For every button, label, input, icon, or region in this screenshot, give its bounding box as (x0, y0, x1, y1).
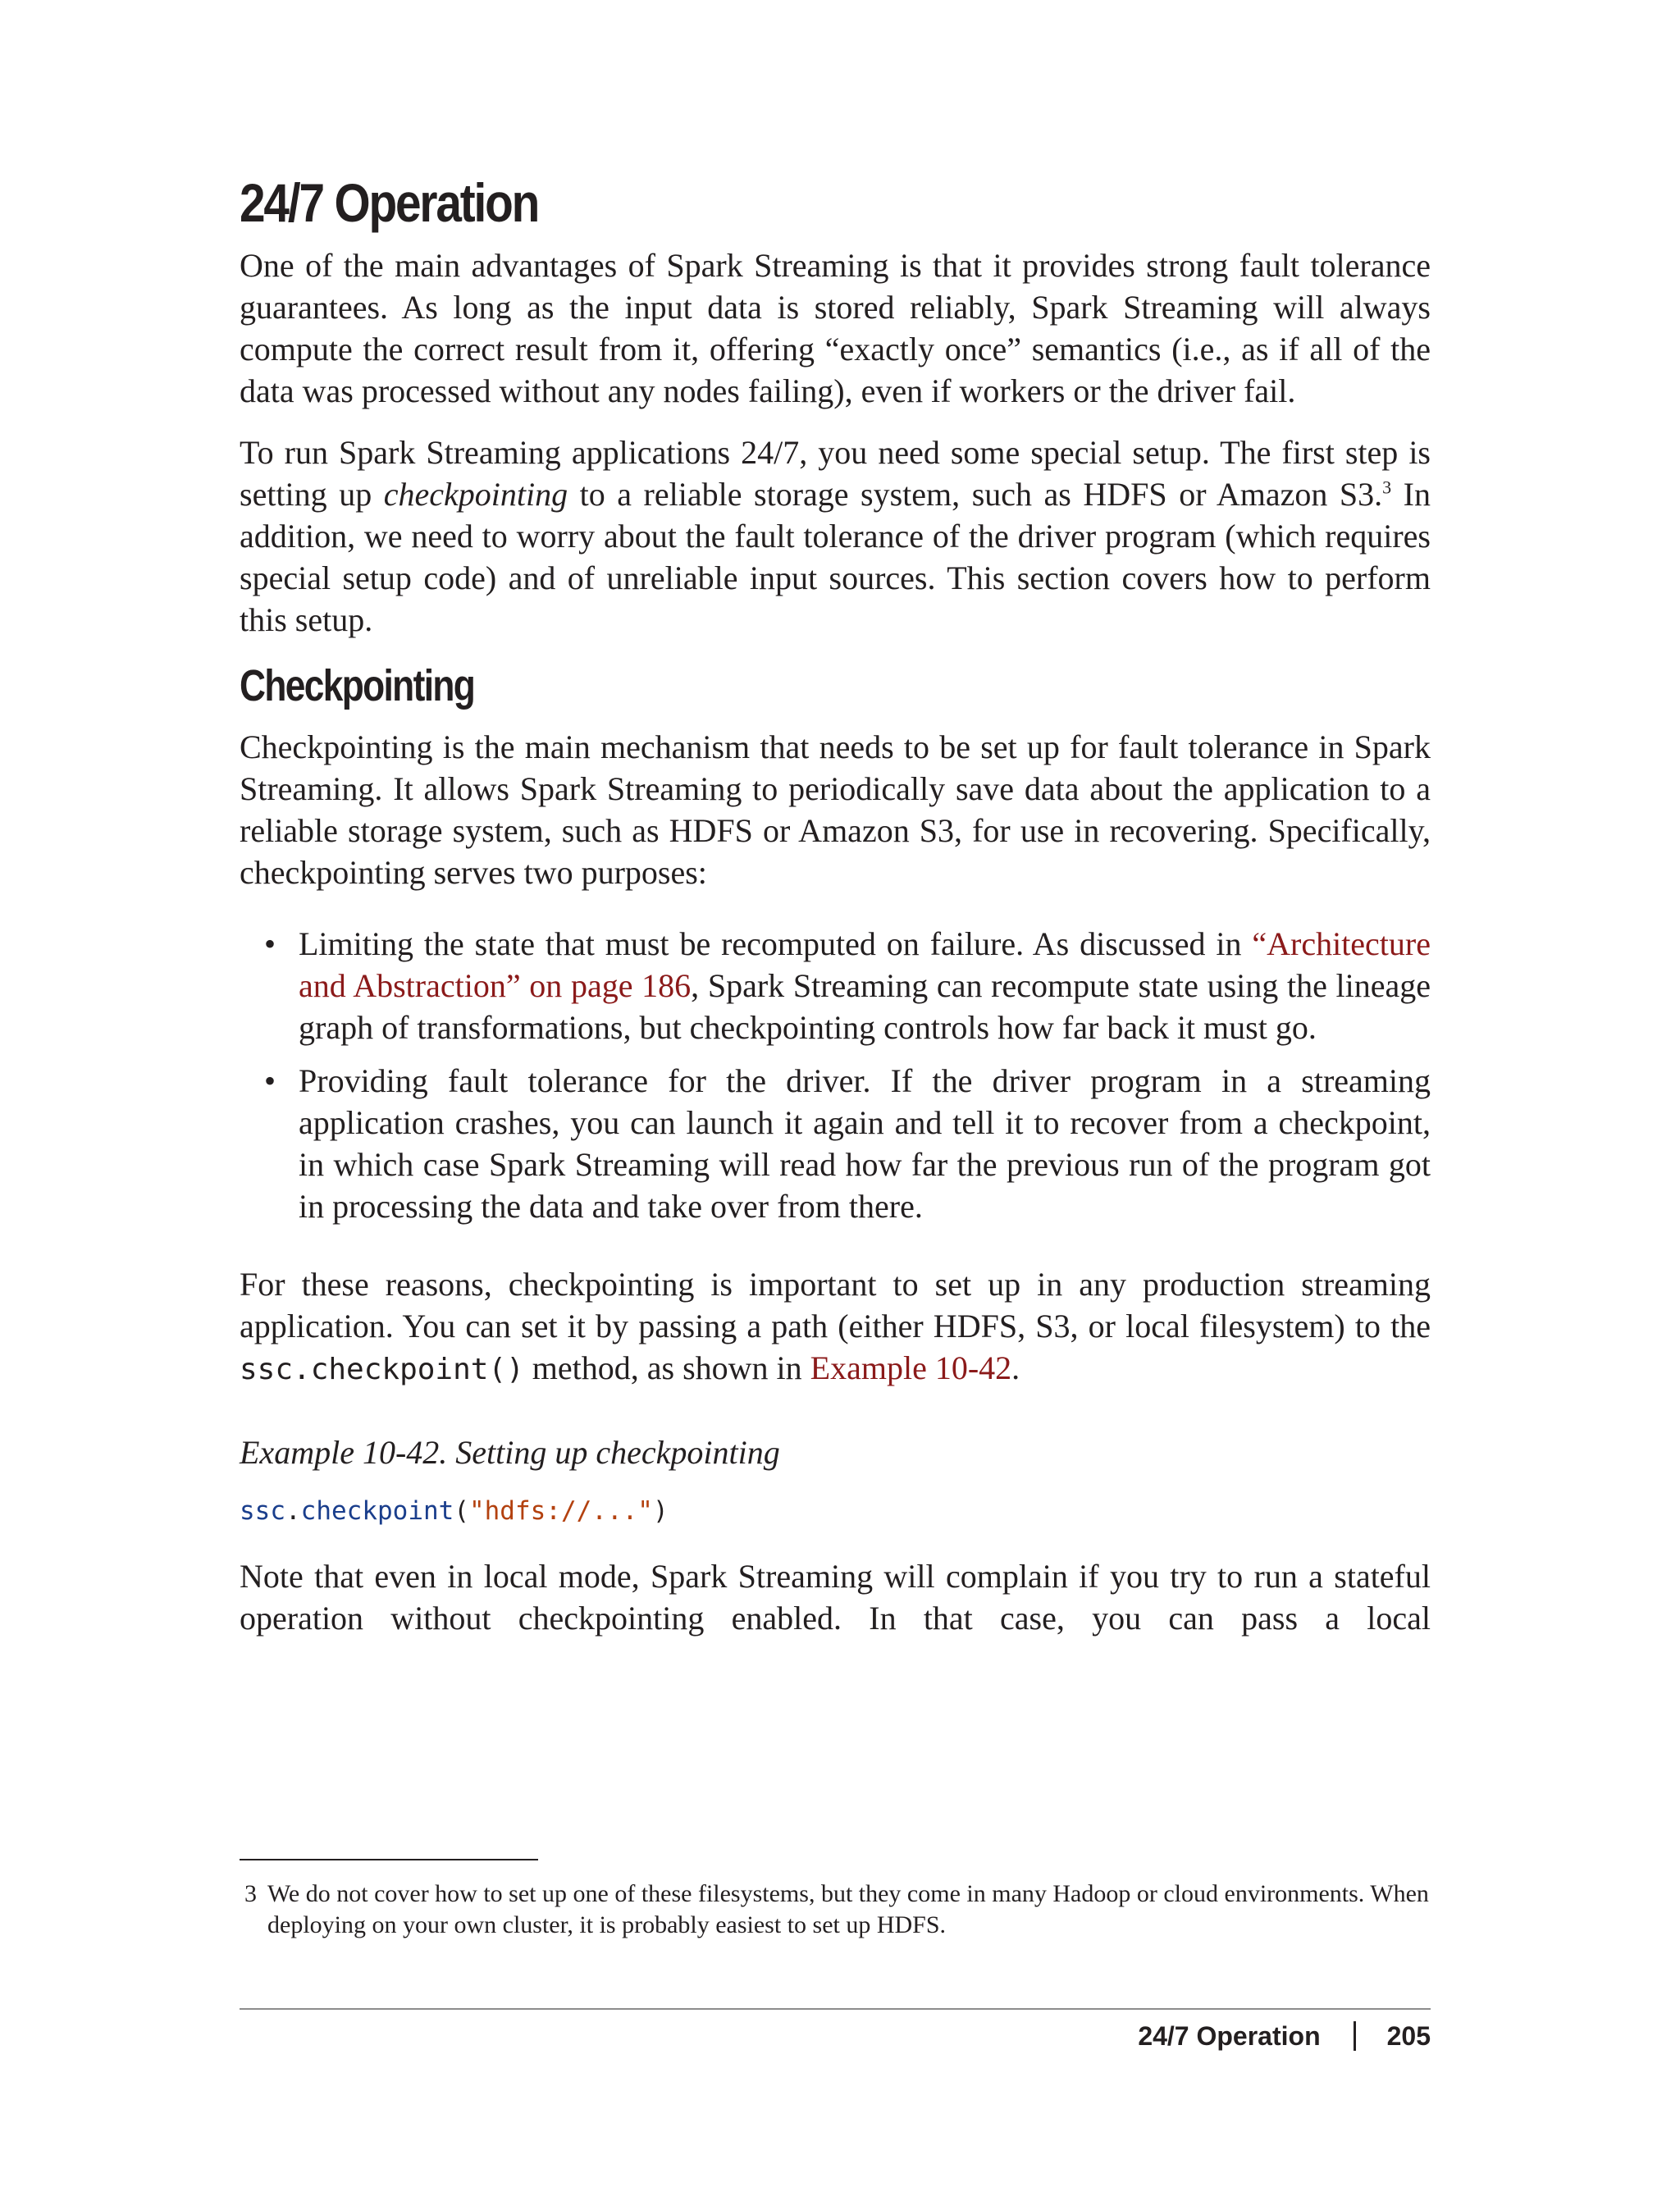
list-item-text: Limiting the state that must be recomputed on failure. As discussed in (299, 925, 1253, 962)
code-paren-open: ( (454, 1496, 469, 1526)
footnote (240, 1879, 1431, 1941)
section-heading: 24/7 Operation (240, 172, 539, 233)
list-item-text: , Spark Streaming can recompute state using the lineage graph of transformations, but checkpointing controls how far back it must go. (299, 967, 1431, 1046)
running-title: 24/7 Operation (1138, 2021, 1321, 2051)
code-string: "hdfs://..." (468, 1496, 653, 1526)
section-paragraph-1: One of the main advantages of Spark Streaming is that it provides strong fault tolerance guarantees. As long as the input data is stored reliably, Spark Streaming will always compute the correct result from it, offering “exactly once” semantics (i.e., as if all of the data was processed without any nodes failing), even if workers or the driver fail. (240, 247, 1431, 409)
paragraph-text: In addition, we need to worry about the fault tolerance of the driver program (which requires special setup code) and of unreliable input sources. This section covers how to perform this setup. (240, 476, 1431, 638)
bullet-icon: • (264, 1062, 276, 1099)
page-footer (1138, 2020, 1431, 2052)
checkpointing-paragraph-3: Note that even in local mode, Spark Streaming will complain if you try to run a stateful operation without checkpointing enabled. In that case, you can pass a local (240, 1558, 1431, 1637)
footnote-number: 3 (244, 1880, 257, 1907)
code-function: checkpoint (300, 1496, 454, 1526)
list-item (240, 923, 1431, 1048)
purposes-list (240, 923, 1431, 1227)
paragraph-text: to a reliable storage system, such as HDFS or Amazon S3. (568, 476, 1383, 513)
code-variable: ssc (240, 1496, 285, 1526)
example-cross-reference-link[interactable]: Example 10-42 (810, 1349, 1012, 1386)
list-item-text: Providing fault tolerance for the driver. If the driver program in a streaming application crashes, you can launch it again and tell it to recover from a checkpoint, in which case Spark Streaming will read how far the previous run of the program got in processing the data and take over from there. (299, 1062, 1431, 1225)
section-paragraph-2 (240, 431, 1431, 641)
paragraph-text: . (1011, 1349, 1020, 1386)
subsection-heading: Checkpointing (240, 661, 475, 710)
bullet-icon: • (264, 925, 276, 962)
footer-divider (240, 2008, 1431, 2010)
footer-separator (1354, 2021, 1356, 2051)
code-paren-close: ) (652, 1496, 669, 1526)
architecture-cross-reference-link[interactable]: “Architecture and Abstraction” on page 186 (299, 925, 1431, 1004)
footnote-reference[interactable]: 3 (1382, 477, 1392, 498)
footnote-divider (240, 1859, 538, 1860)
code-dot: . (285, 1496, 301, 1526)
checkpointing-paragraph-1: Checkpointing is the main mechanism that needs to be set up for fault tolerance in Spark Streaming. It allows Spark Streaming to periodically save data about the application to a reliable storage system, such as HDFS or Amazon S3, for use in recovering. Specifically, checkpointing serves two purposes: (240, 728, 1431, 891)
example-caption: Example 10-42. Setting up checkpointing (240, 1434, 780, 1471)
paragraph-text: method, as shown in (523, 1349, 810, 1386)
checkpointing-paragraph-2 (240, 1263, 1431, 1390)
page-body (240, 164, 1431, 1659)
footnote-text: We do not cover how to set up one of these filesystems, but they come in many Hadoop or cloud environments. When deploying on your own cluster, it is probably easiest to set up HDFS. (267, 1880, 1429, 1938)
code-block (240, 1495, 1431, 1527)
inline-code: ssc.checkpoint() (240, 1353, 524, 1386)
list-item (240, 1060, 1431, 1227)
emphasis-checkpointing: checkpointing (383, 476, 568, 513)
paragraph-text: For these reasons, checkpointing is important to set up in any production streaming application. You can set it by passing a path (either HDFS, S3, or local filesystem) to the (240, 1266, 1431, 1344)
page-number: 205 (1386, 2021, 1431, 2051)
paragraph-text: To run Spark Streaming applications 24/7, you need some special setup. The first step is setting up (240, 434, 1431, 513)
